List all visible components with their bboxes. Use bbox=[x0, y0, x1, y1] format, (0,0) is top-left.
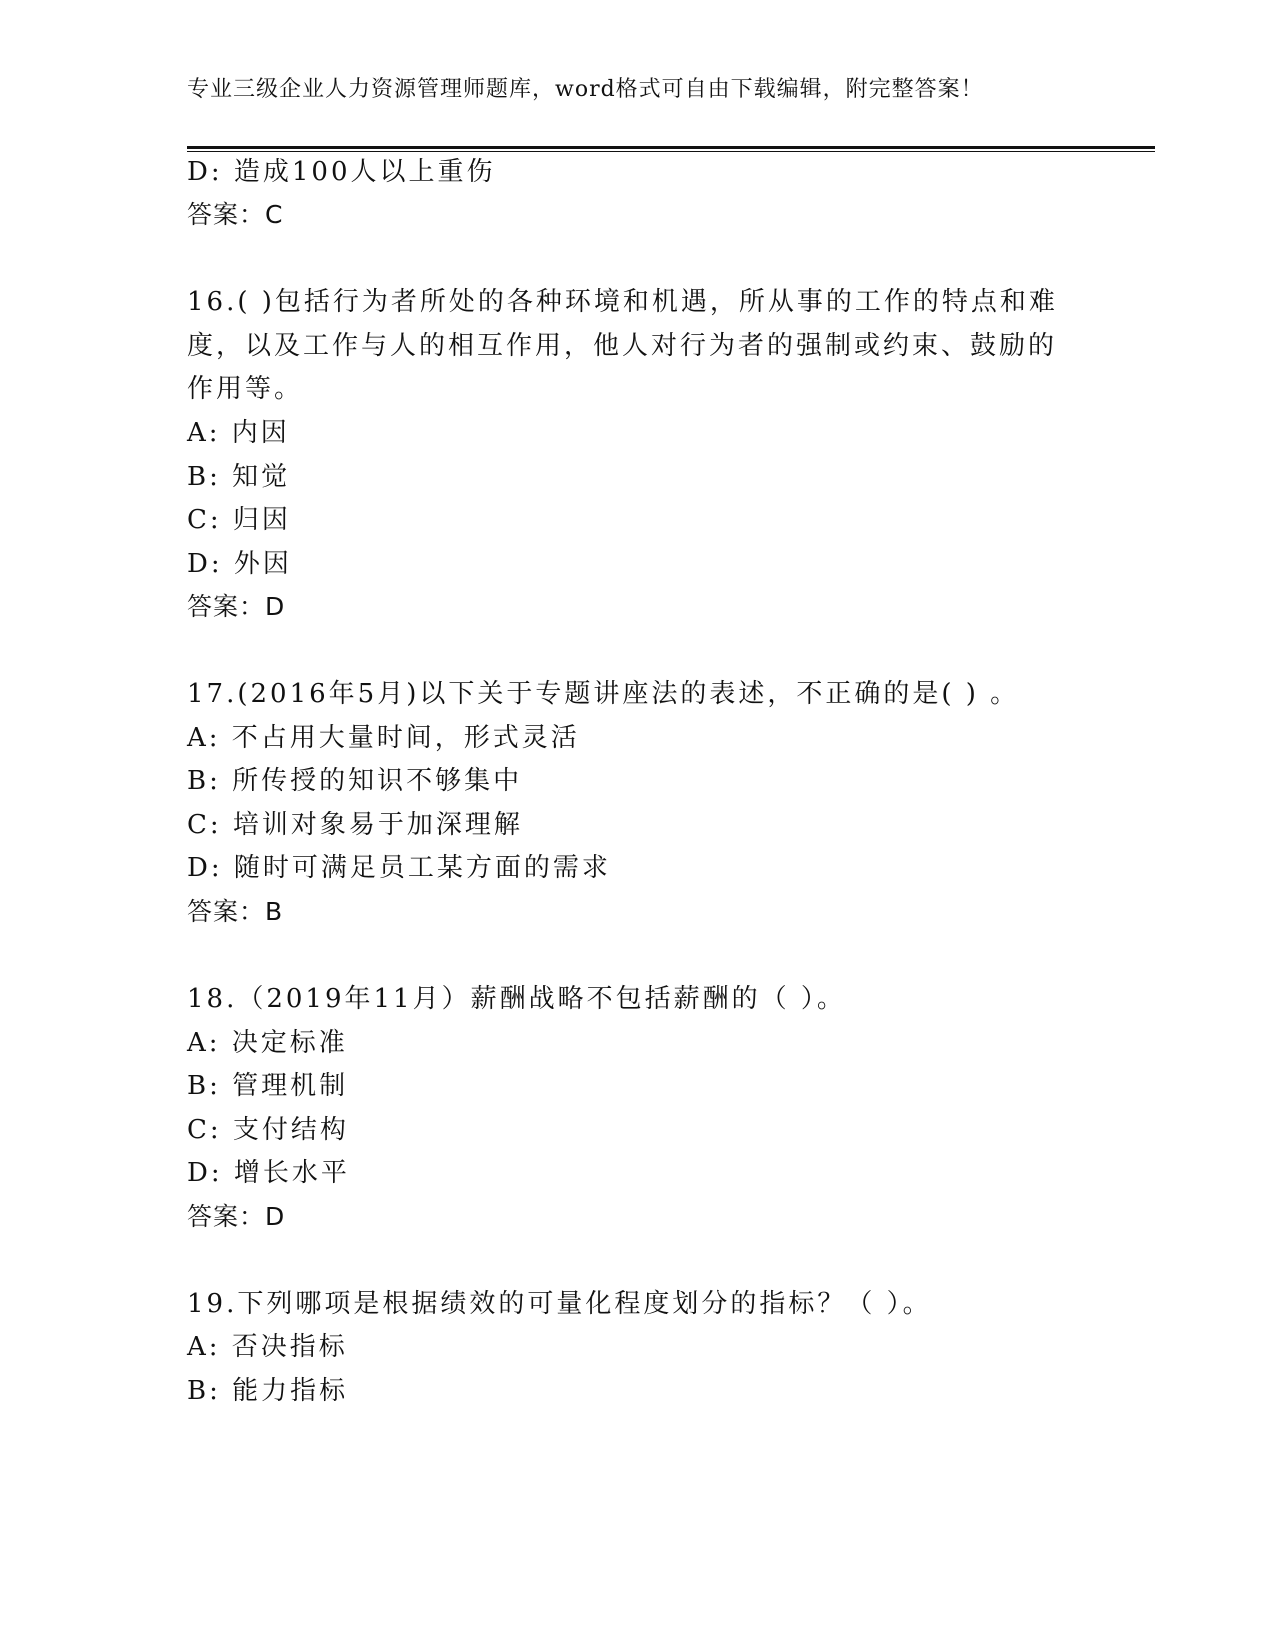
q17-stem-line1: 17.(2016年5月)以下关于专题讲座法的表述，不正确的是( ) 。 bbox=[187, 679, 1020, 709]
q16-stem-line2: 度，以及工作与人的相互作用，他人对行为者的强制或约束、鼓励的 bbox=[187, 331, 1058, 361]
q16-option-b: B: 知觉 bbox=[187, 462, 291, 492]
q16-option-a: A: 内因 bbox=[187, 418, 290, 448]
prev-option-d: D: 造成100人以上重伤 bbox=[187, 157, 496, 187]
q17-option-a: A: 不占用大量时间，形式灵活 bbox=[187, 723, 580, 753]
q16-stem-line1: 16.( )包括行为者所处的各种环境和机遇，所从事的工作的特点和难 bbox=[187, 287, 1058, 317]
q19-stem-line1: 19.下列哪项是根据绩效的可量化程度划分的指标？（ ）。 bbox=[187, 1289, 932, 1319]
q19-option-a: A: 否决指标 bbox=[187, 1332, 348, 1362]
q17-option-b: B: 所传授的知识不够集中 bbox=[187, 766, 523, 796]
q17-option-d: D: 随时可满足员工某方面的需求 bbox=[187, 853, 611, 883]
q17-answer: 答案：B bbox=[187, 897, 284, 926]
q18-answer: 答案：D bbox=[187, 1202, 286, 1231]
page-header: 专业三级企业人力资源管理师题库，word格式可自由下载编辑，附完整答案！ bbox=[187, 77, 984, 102]
q18-option-a: A: 决定标准 bbox=[187, 1028, 348, 1058]
q18-option-c: C: 支付结构 bbox=[187, 1115, 349, 1145]
q18-option-d: D: 增长水平 bbox=[187, 1158, 350, 1188]
q16-option-d: D: 外因 bbox=[187, 549, 292, 579]
q19-option-b: B: 能力指标 bbox=[187, 1376, 349, 1406]
q17-option-c: C: 培训对象易于加深理解 bbox=[187, 810, 523, 840]
header-rule-thin bbox=[187, 151, 1155, 152]
prev-answer: 答案：C bbox=[187, 200, 284, 229]
q16-stem-line3: 作用等。 bbox=[187, 374, 304, 404]
q16-answer: 答案：D bbox=[187, 592, 286, 621]
header-rule-thick bbox=[187, 146, 1155, 149]
q18-stem-line1: 18.（2019年11月）薪酬战略不包括薪酬的（ ）。 bbox=[187, 984, 846, 1014]
q18-option-b: B: 管理机制 bbox=[187, 1071, 349, 1101]
q16-option-c: C: 归因 bbox=[187, 505, 291, 535]
